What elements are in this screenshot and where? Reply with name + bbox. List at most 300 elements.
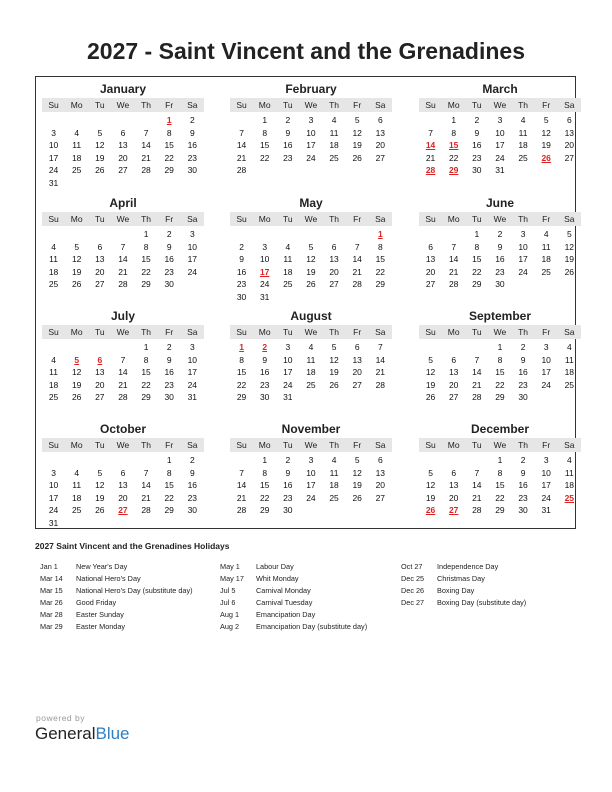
day-cell: 19 — [306, 266, 316, 277]
weekday-label: We — [116, 440, 130, 450]
day-cell: 18 — [48, 266, 59, 277]
day-cell: 15 — [141, 254, 151, 264]
weekday-label: Tu — [472, 327, 482, 337]
day-cell: 12 — [425, 367, 436, 377]
day-cell: 19 — [564, 254, 575, 264]
holiday-day: 2 — [262, 342, 268, 352]
weekday-label: We — [493, 214, 507, 224]
day-cell: 12 — [425, 480, 436, 490]
day-cell: 23 — [518, 492, 528, 503]
day-cell: 3 — [262, 241, 268, 252]
weekday-label: Fr — [542, 214, 551, 224]
day-cell: 22 — [472, 266, 482, 277]
day-cell: 18 — [564, 367, 575, 377]
weekday-label: Sa — [564, 327, 575, 337]
month-november — [230, 420, 392, 517]
day-cell: 25 — [518, 152, 528, 163]
day-cell: 19 — [95, 492, 105, 503]
day-cell: 13 — [425, 254, 436, 264]
holiday-name: Emancipation Day (substitute day) — [256, 622, 368, 631]
day-cell: 28 — [141, 505, 151, 515]
day-cell: 15 — [472, 254, 482, 264]
weekday-label: Fr — [353, 100, 362, 110]
day-cell: 15 — [141, 367, 151, 377]
empty-cell — [135, 454, 158, 467]
day-cell: 24 — [495, 152, 505, 163]
day-grid — [419, 454, 581, 517]
day-cell: 8 — [143, 241, 149, 252]
day-cell: 31 — [48, 177, 59, 188]
day-cell: 28 — [118, 279, 128, 289]
day-cell: 7 — [474, 354, 480, 365]
day-cell: 23 — [259, 379, 270, 390]
day-cell: 24 — [48, 165, 59, 175]
holiday-column — [220, 561, 367, 633]
holiday-name: Easter Monday — [76, 622, 126, 631]
day-cell: 2 — [474, 115, 480, 125]
empty-cell — [42, 341, 65, 354]
day-cell: 29 — [495, 392, 505, 402]
day-cell: 8 — [377, 241, 383, 252]
month-july — [42, 307, 204, 404]
weekday-label: We — [304, 214, 318, 224]
empty-cell — [88, 228, 111, 241]
weekday-label: Sa — [187, 327, 198, 337]
day-cell: 14 — [236, 480, 247, 490]
day-cell: 30 — [164, 392, 174, 402]
day-cell: 7 — [451, 241, 457, 252]
day-cell: 24 — [541, 379, 551, 390]
day-cell: 30 — [187, 165, 198, 175]
day-cell: 21 — [118, 266, 128, 277]
day-cell: 26 — [352, 152, 362, 163]
holiday-date: Aug 2 — [220, 622, 240, 631]
day-grid — [230, 454, 392, 517]
month-name: May — [299, 196, 323, 210]
holiday-name: Boxing Day (substitute day) — [437, 598, 527, 607]
day-cell: 30 — [495, 279, 505, 289]
day-cell: 7 — [143, 127, 149, 138]
day-cell: 27 — [95, 279, 105, 289]
empty-cell — [111, 341, 134, 354]
day-cell: 11 — [329, 127, 339, 138]
day-cell: 12 — [564, 241, 575, 252]
weekday-label: Th — [141, 440, 152, 450]
weekday-label: Su — [236, 100, 247, 110]
day-cell: 3 — [520, 229, 526, 239]
day-cell: 24 — [283, 379, 293, 390]
day-cell: 3 — [497, 115, 503, 125]
holiday-row — [40, 561, 193, 573]
weekday-label: We — [304, 327, 318, 337]
day-cell: 23 — [187, 152, 198, 163]
day-cell: 4 — [285, 241, 291, 252]
day-cell: 22 — [259, 152, 270, 163]
holiday-name: Whit Monday — [256, 574, 299, 583]
day-cell: 25 — [541, 266, 551, 277]
day-grid — [419, 228, 581, 291]
day-cell: 11 — [283, 254, 293, 264]
holiday-name: Christmas Day — [437, 574, 485, 583]
day-cell: 24 — [187, 379, 198, 390]
weekday-label: Mo — [70, 440, 83, 450]
day-cell: 2 — [520, 455, 526, 465]
day-cell: 13 — [352, 354, 362, 365]
day-cell: 2 — [520, 342, 526, 352]
day-cell: 9 — [520, 354, 526, 365]
empty-cell — [135, 114, 158, 127]
day-cell: 14 — [236, 140, 247, 150]
day-cell: 22 — [495, 492, 505, 503]
month-name: February — [285, 82, 337, 96]
weekday-label: Mo — [447, 327, 460, 337]
weekday-label: Su — [236, 327, 247, 337]
day-cell: 13 — [118, 480, 128, 490]
month-march — [419, 80, 581, 177]
month-name: November — [281, 422, 341, 436]
holiday-row — [220, 573, 367, 585]
day-cell: 5 — [566, 229, 572, 239]
weekday-label: Fr — [165, 440, 174, 450]
day-cell: 12 — [95, 480, 105, 490]
empty-cell — [111, 114, 134, 127]
holiday-date: Dec 26 — [401, 586, 425, 595]
day-cell: 12 — [352, 127, 362, 138]
day-cell: 1 — [497, 342, 503, 352]
day-cell: 28 — [375, 379, 386, 390]
day-cell: 18 — [71, 492, 82, 503]
day-cell: 9 — [166, 354, 172, 365]
month-october — [42, 420, 204, 529]
day-cell: 27 — [329, 279, 339, 289]
weekday-label: Tu — [95, 327, 105, 337]
day-cell: 20 — [375, 480, 386, 490]
day-cell: 15 — [236, 367, 247, 377]
day-cell: 6 — [451, 467, 457, 478]
weekday-label: Th — [141, 327, 152, 337]
holiday-row — [40, 597, 193, 609]
weekday-label: Sa — [375, 327, 386, 337]
month-name: June — [485, 196, 514, 210]
day-cell: 2 — [239, 241, 244, 252]
day-cell: 11 — [518, 127, 528, 138]
day-cell: 11 — [306, 354, 316, 365]
day-grid — [230, 341, 392, 404]
weekday-header — [42, 325, 204, 339]
day-cell: 10 — [541, 467, 551, 478]
day-cell: 22 — [495, 379, 505, 390]
weekday-header — [230, 98, 392, 112]
weekday-header — [230, 212, 392, 226]
day-cell: 21 — [472, 492, 482, 503]
weekday-label: Mo — [70, 214, 83, 224]
weekday-label: Th — [329, 100, 340, 110]
day-cell: 7 — [120, 241, 126, 252]
day-cell: 29 — [164, 165, 174, 175]
day-cell: 12 — [306, 254, 316, 264]
weekday-label: Th — [141, 100, 152, 110]
holiday-row — [40, 573, 193, 585]
weekday-label: Mo — [447, 440, 460, 450]
day-cell: 31 — [187, 392, 198, 402]
day-cell: 26 — [95, 165, 105, 175]
empty-cell — [88, 454, 111, 467]
day-cell: 23 — [236, 279, 247, 289]
holiday-date: May 1 — [220, 562, 240, 571]
weekday-label: Tu — [95, 214, 105, 224]
holiday-name: Good Friday — [76, 598, 117, 607]
day-cell: 3 — [543, 455, 549, 465]
day-cell: 2 — [189, 455, 195, 465]
day-cell: 15 — [164, 480, 174, 490]
weekday-label: Su — [48, 100, 59, 110]
holiday-date: Oct 27 — [401, 562, 423, 571]
weekday-label: Tu — [283, 440, 293, 450]
day-cell: 24 — [541, 492, 551, 503]
weekday-label: Mo — [258, 214, 271, 224]
holiday-day: 17 — [259, 266, 270, 277]
day-cell: 17 — [495, 140, 505, 150]
day-cell: 21 — [141, 152, 151, 163]
weekday-label: Sa — [375, 214, 386, 224]
day-cell: 23 — [164, 379, 174, 390]
month-name: August — [290, 309, 332, 323]
weekday-label: Mo — [70, 100, 83, 110]
brand-logo[interactable] — [35, 724, 130, 744]
holiday-name: New Year's Day — [76, 562, 128, 571]
weekday-label: Fr — [542, 440, 551, 450]
day-cell: 21 — [472, 379, 482, 390]
day-cell: 24 — [48, 505, 59, 515]
day-cell: 28 — [118, 392, 128, 402]
holiday-row — [40, 621, 193, 633]
day-cell: 4 — [543, 229, 549, 239]
empty-cell — [299, 228, 322, 241]
day-cell: 2 — [166, 342, 172, 352]
day-cell: 6 — [97, 241, 103, 252]
day-cell: 28 — [472, 392, 482, 402]
day-cell: 2 — [285, 455, 291, 465]
month-may — [230, 194, 392, 303]
day-cell: 20 — [95, 266, 105, 277]
weekday-header — [42, 212, 204, 226]
weekday-label: Su — [425, 100, 436, 110]
holiday-day: 5 — [74, 354, 80, 365]
weekday-label: We — [116, 327, 130, 337]
day-cell: 23 — [495, 266, 505, 277]
day-cell: 6 — [354, 342, 360, 352]
day-cell: 5 — [354, 115, 360, 125]
holiday-row — [40, 585, 193, 597]
day-cell: 18 — [48, 379, 59, 390]
month-august — [230, 307, 392, 404]
day-cell: 26 — [329, 379, 339, 390]
weekday-label: We — [493, 100, 507, 110]
day-cell: 25 — [329, 152, 339, 163]
weekday-header — [419, 325, 581, 339]
day-cell: 14 — [118, 367, 128, 377]
day-cell: 24 — [306, 152, 316, 163]
day-cell: 14 — [375, 354, 386, 365]
day-cell: 18 — [71, 152, 82, 163]
day-cell: 26 — [306, 279, 316, 289]
holiday-day: 1 — [239, 342, 244, 352]
day-cell: 16 — [283, 480, 293, 490]
day-cell: 28 — [448, 279, 459, 289]
empty-cell — [111, 454, 134, 467]
day-cell: 14 — [352, 254, 362, 264]
day-cell: 22 — [164, 492, 174, 503]
day-cell: 28 — [236, 505, 247, 515]
day-cell: 6 — [377, 115, 383, 125]
day-cell: 1 — [451, 115, 457, 125]
day-grid — [42, 114, 204, 189]
day-cell: 29 — [495, 505, 505, 515]
day-cell: 20 — [448, 492, 459, 503]
holiday-row — [40, 609, 193, 621]
empty-cell — [323, 228, 346, 241]
day-cell: 5 — [543, 115, 549, 125]
month-september — [419, 307, 581, 404]
powered-by-text: powered by — [36, 713, 85, 723]
day-cell: 12 — [352, 467, 362, 478]
day-cell: 15 — [259, 480, 270, 490]
day-cell: 30 — [187, 505, 198, 515]
weekday-label: Th — [518, 214, 529, 224]
weekday-label: Mo — [258, 100, 271, 110]
empty-cell — [442, 228, 465, 241]
day-cell: 12 — [95, 140, 105, 150]
day-cell: 21 — [236, 152, 247, 163]
day-cell: 11 — [49, 254, 58, 264]
day-cell: 24 — [306, 492, 316, 503]
day-cell: 16 — [259, 367, 270, 377]
day-cell: 27 — [425, 279, 436, 289]
weekday-label: Th — [141, 214, 152, 224]
day-cell: 20 — [425, 266, 436, 277]
day-cell: 26 — [95, 505, 105, 515]
empty-cell — [65, 114, 88, 127]
day-cell: 22 — [141, 266, 151, 277]
day-cell: 15 — [259, 140, 270, 150]
day-cell: 10 — [48, 480, 59, 490]
day-cell: 22 — [164, 152, 174, 163]
month-february — [230, 80, 392, 177]
brand-blue: Blue — [95, 724, 130, 743]
day-cell: 13 — [95, 254, 105, 264]
day-cell: 8 — [451, 127, 457, 138]
day-cell: 23 — [283, 492, 293, 503]
day-cell: 28 — [236, 165, 247, 175]
day-cell: 4 — [74, 127, 80, 138]
empty-cell — [465, 341, 488, 354]
month-april — [42, 194, 204, 291]
holiday-row — [401, 585, 526, 597]
empty-cell — [230, 454, 253, 467]
weekday-header — [230, 438, 392, 452]
day-cell: 25 — [329, 492, 339, 503]
day-cell: 6 — [428, 241, 433, 252]
day-cell: 17 — [187, 367, 198, 377]
day-cell: 3 — [51, 127, 56, 138]
day-cell: 1 — [474, 229, 480, 239]
weekday-label: Mo — [447, 214, 460, 224]
page-title: 2027 - Saint Vincent and the Grenadines — [87, 38, 525, 64]
holiday-name: Easter Sunday — [76, 610, 124, 619]
day-cell: 31 — [541, 505, 551, 515]
day-cell: 4 — [74, 467, 80, 478]
day-cell: 29 — [259, 505, 270, 515]
holiday-day: 28 — [425, 165, 436, 175]
day-cell: 7 — [239, 467, 244, 478]
weekday-label: Tu — [283, 214, 293, 224]
weekday-label: Su — [425, 214, 436, 224]
day-cell: 3 — [189, 342, 195, 352]
holiday-date: Mar 28 — [40, 610, 63, 619]
day-cell: 4 — [566, 342, 572, 352]
weekday-label: Fr — [353, 327, 362, 337]
holiday-day: 27 — [118, 505, 128, 515]
day-cell: 22 — [141, 379, 151, 390]
holiday-name: National Hero's Day — [76, 574, 141, 583]
calendar-grid — [35, 76, 576, 529]
weekday-label: Th — [329, 440, 340, 450]
holiday-date: Mar 29 — [40, 622, 63, 631]
holiday-date: Jan 1 — [40, 562, 58, 571]
empty-cell — [442, 341, 465, 354]
day-cell: 27 — [118, 165, 128, 175]
day-cell: 30 — [518, 505, 528, 515]
day-cell: 29 — [141, 392, 151, 402]
day-cell: 9 — [285, 467, 291, 478]
day-cell: 25 — [48, 279, 59, 289]
weekday-label: Su — [425, 327, 436, 337]
weekday-label: Su — [48, 214, 59, 224]
day-cell: 3 — [308, 455, 314, 465]
weekday-label: Mo — [70, 327, 83, 337]
weekday-label: Sa — [375, 440, 386, 450]
day-cell: 24 — [259, 279, 270, 289]
day-cell: 14 — [141, 140, 151, 150]
empty-cell — [230, 228, 253, 241]
day-cell: 9 — [520, 467, 526, 478]
day-cell: 29 — [375, 279, 386, 289]
weekday-label: We — [493, 440, 507, 450]
empty-cell — [230, 114, 253, 127]
day-cell: 22 — [236, 379, 247, 390]
day-cell: 6 — [331, 241, 337, 252]
day-cell: 28 — [352, 279, 362, 289]
weekday-label: Fr — [165, 100, 174, 110]
weekday-header — [42, 98, 204, 112]
day-cell: 3 — [189, 229, 195, 239]
day-cell: 25 — [71, 165, 82, 175]
day-cell: 1 — [497, 455, 503, 465]
weekday-label: Tu — [95, 440, 105, 450]
day-cell: 16 — [518, 480, 528, 490]
day-grid — [42, 228, 204, 291]
day-cell: 31 — [48, 517, 59, 528]
day-cell: 5 — [354, 455, 360, 465]
day-cell: 15 — [164, 140, 174, 150]
day-cell: 8 — [166, 467, 172, 478]
day-cell: 7 — [377, 342, 383, 352]
day-cell: 18 — [329, 140, 339, 150]
empty-cell — [111, 228, 134, 241]
day-cell: 7 — [354, 241, 360, 252]
day-cell: 14 — [472, 480, 482, 490]
day-cell: 9 — [285, 127, 291, 138]
